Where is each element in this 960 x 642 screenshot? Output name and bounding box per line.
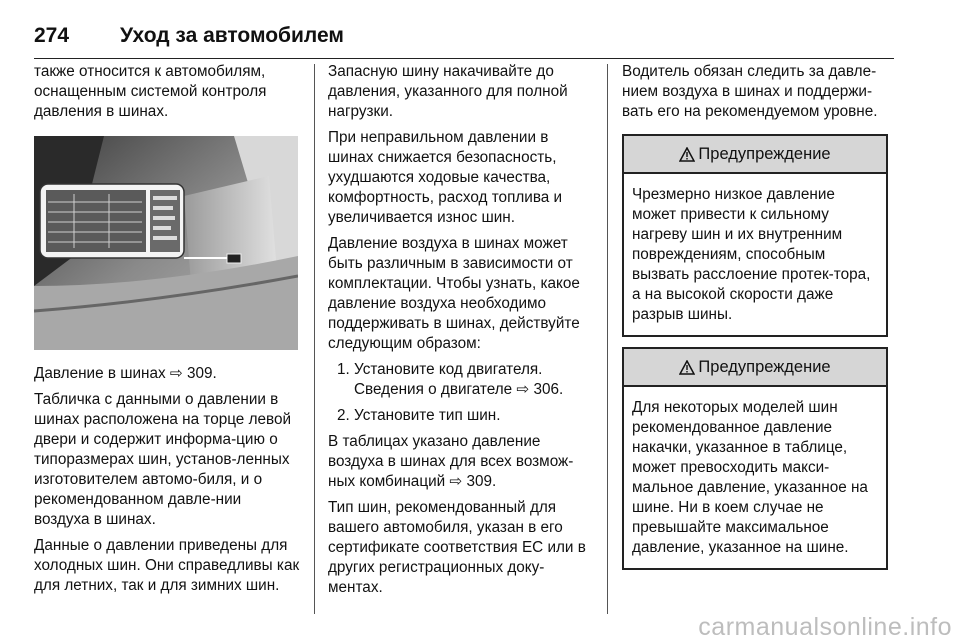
column-divider [314,64,315,614]
warning-title: Предупреждение [698,358,831,376]
warning-title: Предупреждение [698,145,831,163]
warning-text: Чрезмерно низкое давление может привести к сильному нагреву шин и их внутренним повреждениям, способным вызвать расслоение протек-тора, а на высокой скорости даже разрыв шины. [632,186,871,323]
reference-arrow-icon: ⇨ [169,365,183,382]
paragraph: Табличка с данными о давлении в шинах расположена на торце левой двери и содержит информа-цию о типоразмерах шин, установ-ленных изготовителем автомо-биля, и о рекомендованном давле-нии воздуха в шинах. [34,391,292,528]
column-divider [607,64,608,614]
page-title: Уход за автомобилем [120,24,344,47]
warning-text: Для некоторых моделей шин рекомендованное давление накачки, указанное в таблице, может превосходить макси-мальное давление, указанное на шине. Ни в коем случае не превышайте максимальное давление, указанное на шине. [632,399,868,556]
reference-arrow-icon: ⇨ [516,381,530,398]
paragraph: также относится к автомобилям, оснащенным системой контроля давления в шинах. [34,63,267,120]
column-middle [328,62,598,604]
warning-header [624,136,886,174]
paragraph: В таблицах указано давление воздуха в шинах для всех возмож-ных комбинаций ⇨ 309. [328,433,574,490]
page-header [34,20,894,59]
list-item: 2. Установите тип шин. [354,406,598,426]
door-label-photo [34,136,298,350]
figure-caption: Давление в шинах ⇨ 309. [34,365,217,382]
warning-box [622,347,888,570]
warning-triangle-icon [679,147,695,162]
reference-arrow-icon: ⇨ [449,473,463,490]
page-number: 274 [34,24,70,47]
warning-triangle-icon [679,360,695,375]
paragraph: Давление воздуха в шинах может быть различным в зависимости от комплектации. Чтобы узнать, какое давление воздуха необходимо поддерживать в шинах, действуйте следующим образом: [328,235,580,352]
paragraph: Водитель обязан следить за давле-нием воздуха в шинах и поддержи-вать его на рекомендуемом уровне. [622,63,878,120]
paragraph: При неправильном давлении в шинах снижается безопасность, ухудшаются ходовые качества, комфортность, расход топлива и увеличивается износ шин. [328,129,563,226]
column-right [622,62,888,570]
warning-header [624,349,886,387]
column-left [34,62,300,602]
steps-list [328,360,598,426]
watermark: carmanualsonline.info [698,613,952,641]
warning-box [622,134,888,337]
paragraph: Запасную шину накачивайте до давления, указанного для полной нагрузки. [328,63,568,120]
list-item: 1. Установите код двигателя. Сведения о двигателе ⇨ 306. [354,360,598,400]
paragraph: Данные о давлении приведены для холодных шин. Они справедливы как для летних, так и для зимних шин. [34,537,300,594]
paragraph: Тип шин, рекомендованный для вашего автомобиля, указан в его сертификате соответствия ЕС или в других регистрационных доку-ментах. [328,499,586,596]
